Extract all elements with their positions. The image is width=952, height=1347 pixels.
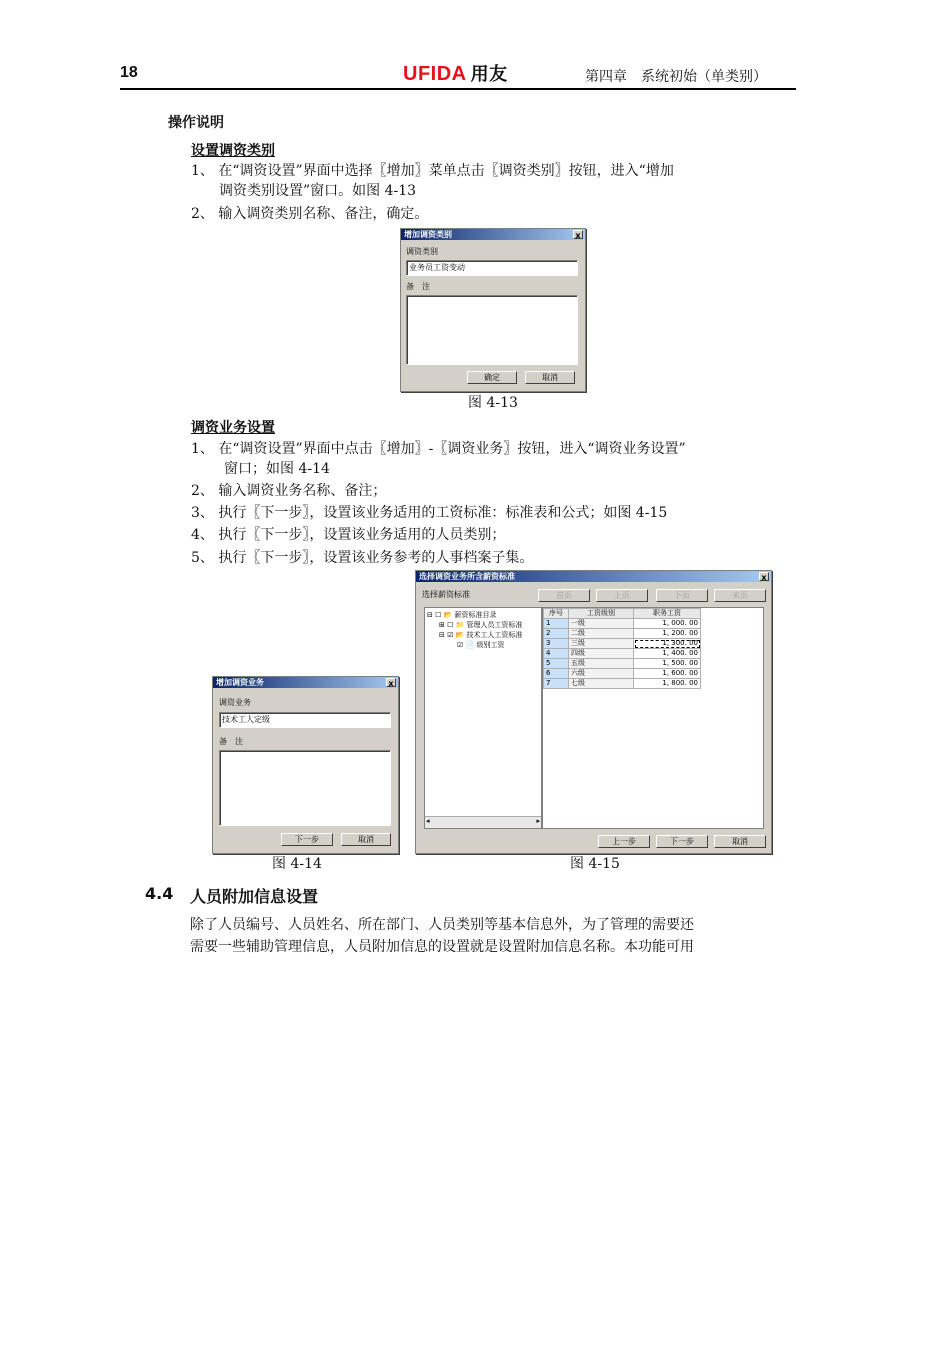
brand-cn: 用友 xyxy=(470,64,508,84)
section2-title: 调资业务设置 xyxy=(191,420,275,436)
cell-no: 1 xyxy=(544,619,569,629)
close-icon[interactable]: x xyxy=(573,230,583,239)
cell-salary[interactable]: 1, 800. 00 xyxy=(634,679,701,689)
cell-salary[interactable]: 1, 500. 00 xyxy=(634,659,701,669)
cell-salary[interactable]: 1, 200. 00 xyxy=(634,629,701,639)
cell-salary[interactable]: 1, 400. 00 xyxy=(634,649,701,659)
next-step-button[interactable]: 下一步 xyxy=(656,835,708,848)
section2-step5: 5、 执行〖下一步〗，设置该业务参考的人事档案子集。 xyxy=(191,550,534,566)
section3-title: 人员附加信息设置 xyxy=(190,887,319,906)
tree-hscrollbar[interactable] xyxy=(425,816,541,828)
table-row[interactable] xyxy=(544,659,701,669)
table-row[interactable] xyxy=(544,679,701,689)
header-rule xyxy=(120,88,796,90)
cancel-button[interactable]: 取消 xyxy=(341,833,391,846)
dialog3-title: 选择调资业务所含薪资标准 xyxy=(419,572,515,581)
salary-table xyxy=(543,608,701,689)
category-input[interactable]: 业务员工资变动 xyxy=(406,260,578,276)
cell-no: 7 xyxy=(544,679,569,689)
cell-no: 6 xyxy=(544,669,569,679)
cancel-button[interactable]: 取消 xyxy=(525,371,575,384)
dialog3-titlebar xyxy=(416,571,771,582)
cell-level: 二级 xyxy=(569,629,634,639)
page-number: 18 xyxy=(120,64,138,81)
section2-step1-b: 窗口；如图 4-14 xyxy=(224,461,330,477)
cell-no: 4 xyxy=(544,649,569,659)
section2-step3: 3、 执行〖下一步〗，设置该业务适用的工资标准：标准表和公式；如图 4-15 xyxy=(191,505,668,521)
dialog2-titlebar xyxy=(213,677,398,688)
cancel-button[interactable]: 取消 xyxy=(714,835,766,848)
cell-salary[interactable]: 1, 000. 00 xyxy=(634,619,701,629)
tree-node-label: 薪资标准目录 xyxy=(454,611,497,619)
col-level-header: 工资级别 xyxy=(569,609,634,619)
section1-step2: 2、 输入调资类别名称、备注，确定。 xyxy=(191,206,429,222)
table-row[interactable] xyxy=(544,669,701,679)
brand-latin: UFIDA xyxy=(403,63,467,85)
tree-node-label: 技术工人工资标准 xyxy=(466,631,523,639)
section1-step1-b: 调资类别设置”窗口。如图 4-13 xyxy=(219,183,417,199)
prev-step-button[interactable]: 上一步 xyxy=(598,835,650,848)
dialog2-title: 增加调资业务 xyxy=(216,678,264,687)
tree-node-label: 级别工资 xyxy=(476,641,505,649)
cell-level: 六级 xyxy=(569,669,634,679)
caption-4-15: 图 4-15 xyxy=(570,856,620,872)
section2-step2: 2、 输入调资业务名称、备注； xyxy=(191,483,387,499)
section3-number: 4.4 xyxy=(145,884,174,903)
last-page-button[interactable]: 末页 xyxy=(714,589,766,602)
scroll-left-icon[interactable]: ◂ xyxy=(426,817,430,825)
section3-para-a: 除了人员编号、人员姓名、所在部门、人员类别等基本信息外，为了管理的需要还 xyxy=(190,917,694,933)
caption-4-14: 图 4-14 xyxy=(272,856,322,872)
section3-para-b: 需要一些辅助管理信息，人员附加信息的设置就是设置附加信息名称。本功能可用 xyxy=(190,939,694,955)
table-row[interactable] xyxy=(544,649,701,659)
close-icon[interactable]: x xyxy=(759,572,769,581)
col-no-header: 序号 xyxy=(544,609,569,619)
tree-node-label: 管理人员工资标准 xyxy=(466,621,523,629)
business-input[interactable]: 技术工人定级 xyxy=(219,712,391,728)
section2-step1-a: 1、 在“调资设置”界面中点击〖增加〗-〖调资业务〗按钮，进入“调资业务设置” xyxy=(191,441,686,457)
cell-level: 一级 xyxy=(569,619,634,629)
note-label: 备 注 xyxy=(406,282,430,291)
ops-title: 操作说明 xyxy=(168,115,224,131)
cell-level: 四级 xyxy=(569,649,634,659)
chapter-title: 第四章 系统初始（单类别） xyxy=(585,69,767,85)
cell-salary[interactable]: 1, 600. 00 xyxy=(634,669,701,679)
cell-no: 2 xyxy=(544,629,569,639)
tree-node-root[interactable]: ⊟ ☐ 📂 薪资标准目录 xyxy=(427,611,497,619)
dialog1-title: 增加调资类别 xyxy=(404,230,452,239)
section2-step4: 4、 执行〖下一步〗，设置该业务适用的人员类别； xyxy=(191,527,506,543)
cell-level: 五级 xyxy=(569,659,634,669)
standard-tree[interactable] xyxy=(424,607,542,829)
cell-no: 3 xyxy=(544,639,569,649)
cell-level: 七级 xyxy=(569,679,634,689)
select-salary-standard-dialog xyxy=(415,570,772,854)
section1-step1-a: 1、 在“调资设置”界面中选择〖增加〗菜单点击〖调资类别〗按钮，进入“增加 xyxy=(191,163,674,179)
cell-salary[interactable]: 1, 300. 00 xyxy=(634,639,701,649)
scroll-right-icon[interactable]: ▸ xyxy=(536,817,540,825)
next-button[interactable]: 下一步 xyxy=(281,833,333,846)
note-textarea[interactable] xyxy=(406,295,578,365)
add-salary-business-dialog xyxy=(212,676,399,854)
cell-no: 5 xyxy=(544,659,569,669)
ok-button[interactable]: 确定 xyxy=(467,371,517,384)
add-salary-category-dialog xyxy=(400,228,586,392)
tree-node-level-salary[interactable]: ☑ 📄 级别工资 xyxy=(457,641,505,649)
close-icon[interactable]: x xyxy=(386,678,396,687)
business-label: 调资业务 xyxy=(219,698,251,707)
prev-page-button[interactable]: 上页 xyxy=(596,589,648,602)
note-textarea[interactable] xyxy=(219,750,391,826)
section1-title: 设置调资类别 xyxy=(191,143,275,159)
table-header-row xyxy=(544,609,701,619)
salary-grid xyxy=(542,607,764,829)
tree-node-management[interactable]: ⊞ ☐ 📁 管理人员工资标准 xyxy=(439,621,523,629)
select-standard-label: 选择薪资标准 xyxy=(422,590,470,599)
cell-level: 三级 xyxy=(569,639,634,649)
next-page-button[interactable]: 下页 xyxy=(656,589,708,602)
tree-node-technical[interactable]: ⊟ ☑ 📂 技术工人工资标准 xyxy=(439,631,523,639)
table-row[interactable] xyxy=(544,619,701,629)
note-label: 备 注 xyxy=(219,737,243,746)
table-row[interactable] xyxy=(544,639,701,649)
dialog1-titlebar xyxy=(401,229,585,240)
col-salary-header: 职务工资 xyxy=(634,609,701,619)
category-label: 调资类别 xyxy=(406,247,438,256)
brand-logo xyxy=(403,60,508,86)
first-page-button[interactable]: 首页 xyxy=(538,589,590,602)
table-row[interactable] xyxy=(544,629,701,639)
caption-4-13: 图 4-13 xyxy=(468,395,518,411)
